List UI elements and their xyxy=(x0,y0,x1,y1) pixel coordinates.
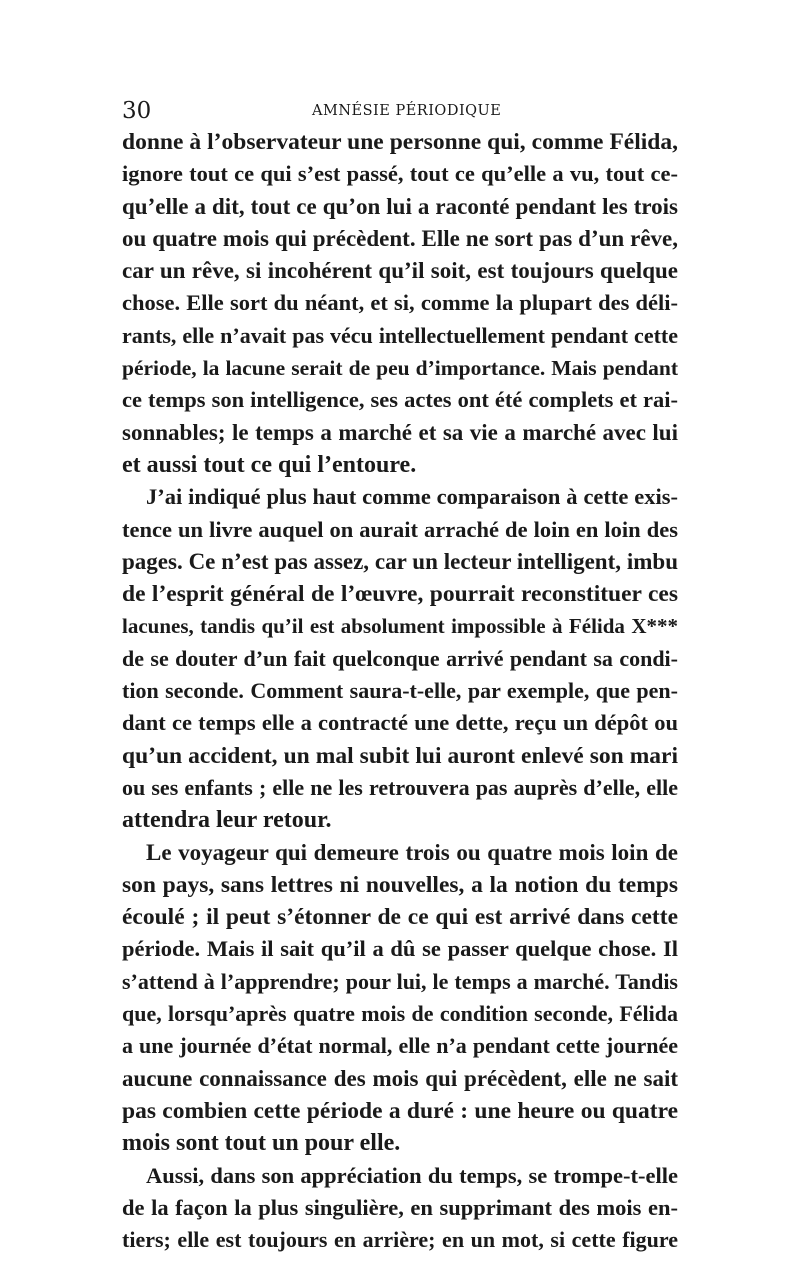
paragraph-first-line: J’ai indiqué plus haut comme comparaison à cette exis- xyxy=(146,484,678,510)
text-line: ou ses enfants ; elle ne les retrouvera pas auprès d’elle, elle xyxy=(122,774,678,800)
text-line: écoulé ; il peut s’étonner de ce qui est arrivé dans cette xyxy=(122,904,678,931)
text-line: rants, elle n’avait pas vécu intellectuellement pendant cette xyxy=(122,322,678,348)
paragraph-end-line: attendra leur retour. xyxy=(122,807,332,834)
text-line: tiers; elle est toujours en arrière; en un mot, si cette figure xyxy=(122,1227,678,1253)
text-line: ignore tout ce qui s’est passé, tout ce qu’elle a vu, tout ce- xyxy=(122,161,678,187)
paragraph-end-line: et aussi tout ce qui l’entoure. xyxy=(122,451,417,478)
text-line: de la façon la plus singulière, en supprimant des mois en- xyxy=(122,1194,678,1220)
text-line: pas combien cette période a duré : une heure ou quatre xyxy=(122,1097,678,1124)
text-line: période. Mais il sait qu’il a dû se passer quelque chose. Il xyxy=(122,936,678,962)
text-line: lacunes, tandis qu’il est absolument impossible à Félida X*** xyxy=(122,614,678,639)
text-line: chose. Elle sort du néant, et si, comme la plupart des déli- xyxy=(122,290,678,316)
running-title: AMNÉSIE PÉRIODIQUE xyxy=(312,103,502,119)
text-line: car un rêve, si incohérent qu’il soit, est toujours quelque xyxy=(122,258,678,284)
text-line: de se douter d’un fait quelconque arrivé pendant sa condi- xyxy=(122,645,678,671)
paragraph-first-line: Aussi, dans son appréciation du temps, se trompe-t-elle xyxy=(146,1162,678,1188)
text-line: aucune connaissance des mois qui précèdent, elle ne sait xyxy=(122,1065,678,1091)
text-line: de l’esprit général de l’œuvre, pourrait reconstituer ces xyxy=(122,581,678,608)
text-line: qu’un accident, un mal subit lui auront enlevé son mari xyxy=(122,742,678,769)
text-line: donne à l’observateur une personne qui, comme Félida, xyxy=(122,129,678,155)
text-line: ou quatre mois qui précèdent. Elle ne sort pas d’un rêve, xyxy=(122,225,678,251)
text-line: s’attend à l’apprendre; pour lui, le temps a marché. Tandis xyxy=(122,968,678,994)
text-line: a une journée d’état normal, elle n’a pendant cette journée xyxy=(122,1033,678,1059)
text-line: pages. Ce n’est pas assez, car un lecteur intelligent, imbu xyxy=(122,548,678,574)
text-line: tence un livre auquel on aurait arraché de loin en loin des xyxy=(122,516,678,542)
text-line: sonnables; le temps a marché et sa vie a marché avec lui xyxy=(122,419,678,445)
text-line: son pays, sans lettres ni nouvelles, a la notion du temps xyxy=(122,871,678,898)
paragraph-first-line: Le voyageur qui demeure trois ou quatre mois loin de xyxy=(146,839,678,865)
paragraph-end-line: mois sont tout un pour elle. xyxy=(122,1130,401,1157)
page-number: 30 xyxy=(122,98,152,124)
body-text xyxy=(122,126,678,1256)
text-line: qu’elle a dit, tout ce qu’on lui a raconté pendant les trois xyxy=(122,193,678,219)
text-line: dant ce temps elle a contracté une dette, reçu un dépôt ou xyxy=(122,710,678,736)
text-line: que, lorsqu’après quatre mois de condition seconde, Félida xyxy=(122,1001,678,1027)
text-line: tion seconde. Comment saura-t-elle, par exemple, que pen- xyxy=(122,678,678,704)
running-head xyxy=(122,96,678,126)
text-line: période, la lacune serait de peu d’importance. Mais pendant xyxy=(122,356,678,381)
text-line: ce temps son intelligence, ses actes ont été complets et rai- xyxy=(122,387,678,413)
